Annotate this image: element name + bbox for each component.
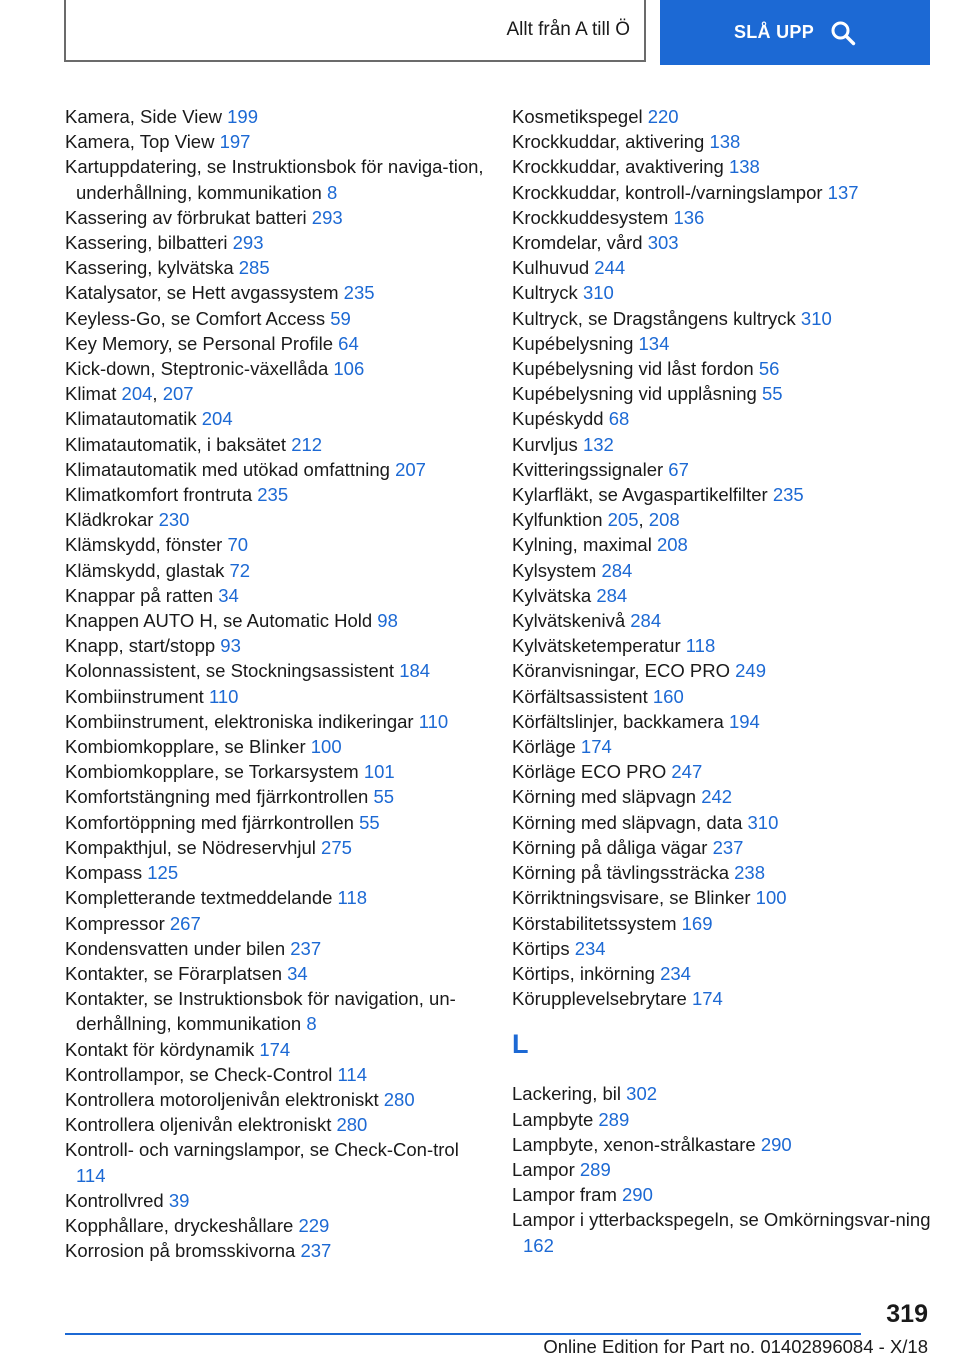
index-entry-text: Körning på tävlingssträcka: [512, 862, 729, 884]
index-entry-text: Kvitteringssignaler: [512, 458, 664, 480]
page-link[interactable]: 229: [298, 1214, 330, 1236]
index-entry: [65, 658, 485, 683]
index-entry: [65, 280, 485, 305]
index-entry: [512, 709, 932, 734]
index-entry: [512, 205, 932, 230]
page-link[interactable]: 230: [158, 509, 190, 531]
page-link[interactable]: 290: [622, 1184, 653, 1206]
tab-a-to-z[interactable]: [64, 0, 646, 62]
page-link[interactable]: 289: [579, 1158, 611, 1180]
page-link[interactable]: 72: [229, 559, 251, 581]
index-entry-text: Kompressor: [65, 912, 165, 934]
index-entry-text: Kopphållare, dryckeshållare: [65, 1214, 294, 1236]
page-link[interactable]: 249: [735, 660, 766, 682]
index-entry: [512, 356, 932, 381]
page-link[interactable]: 310: [800, 307, 832, 329]
index-entry: [512, 532, 932, 557]
index-entry: [65, 129, 485, 154]
index-entry: [512, 936, 932, 961]
index-entry-text: Kontakt för kördynamik: [65, 1038, 255, 1060]
index-entry-text: Kamera, Top View: [65, 131, 215, 153]
page-link[interactable]: 284: [596, 584, 628, 606]
index-entry-text: Körning med släpvagn: [512, 786, 697, 808]
index-entry-text: Köranvisningar, ECO PRO: [512, 660, 730, 682]
index-entry-text: Lampbyte, xenon-strålkastare: [512, 1133, 756, 1155]
page-link[interactable]: 242: [701, 786, 733, 808]
index-entry: [512, 784, 932, 809]
page-link[interactable]: 68: [608, 408, 630, 430]
index-entry-text: Kontakter, se Förarplatsen: [65, 962, 282, 984]
page-link[interactable]: 302: [626, 1083, 658, 1105]
index-entry-text: Lampor i ytterbackspegeln, se Omkörningsvar-ning: [512, 1209, 931, 1231]
index-entry: [512, 331, 932, 356]
index-entry: [65, 331, 485, 356]
index-column-right: [512, 104, 932, 1258]
index-entry: [512, 658, 932, 683]
page-link[interactable]: 204: [201, 408, 233, 430]
index-entry-text: Kylsystem: [512, 559, 597, 581]
index-entry-text: Kontrollera oljenivån elektroniskt: [65, 1114, 332, 1136]
index-entry: [512, 1182, 932, 1207]
section-letter: L: [512, 1029, 529, 1060]
index-entry: [65, 1137, 485, 1187]
page-link[interactable]: 162: [523, 1234, 554, 1256]
page-link[interactable]: 138: [728, 156, 760, 178]
index-entry-text: Kulhuvud: [512, 257, 590, 279]
index-entry-text: Knappar på ratten: [65, 584, 214, 606]
index-entry: [512, 860, 932, 885]
page-link[interactable]: 55: [373, 786, 395, 808]
index-entry-text: Körläge ECO PRO: [512, 761, 667, 783]
index-entry-text: Kassering, kylvätska: [65, 257, 234, 279]
index-entry-text: Kamera, Side View: [65, 106, 222, 127]
index-entry-text: Kontrollera motoroljenivån elektroniskt: [65, 1088, 379, 1110]
index-entry-text: Katalysator, se Hett avgassystem: [65, 282, 339, 304]
footer-divider: [65, 1333, 861, 1335]
index-entry: [512, 180, 932, 205]
page-link[interactable]: 280: [336, 1114, 368, 1136]
index-entry: [512, 255, 932, 280]
index-entry: [65, 734, 485, 759]
page-link[interactable]: 8: [306, 1013, 317, 1035]
page-link[interactable]: 237: [290, 937, 322, 959]
index-entry: [512, 633, 932, 658]
page-link[interactable]: 137: [827, 181, 859, 203]
index-entry-text: Krockkuddesystem: [512, 206, 669, 228]
index-entry: [512, 810, 932, 835]
top-navigation: [64, 0, 930, 65]
index-entry: [65, 810, 485, 835]
page-link[interactable]: 64: [338, 332, 359, 354]
page-link[interactable]: 169: [681, 912, 713, 934]
page-link[interactable]: 118: [337, 887, 368, 909]
index-entry-text: Kassering, bilbatteri: [65, 232, 228, 254]
index-entry: [65, 1213, 485, 1238]
page-link[interactable]: 106: [333, 358, 365, 380]
index-entry: [512, 230, 932, 255]
index-entry-text: Klimatautomatik: [65, 408, 197, 430]
page-link[interactable]: 56: [758, 358, 780, 380]
page-link[interactable]: 205: [607, 509, 639, 531]
index-entry: [65, 104, 485, 129]
index-entry-text: Klimat: [65, 383, 117, 405]
index-entry: [65, 633, 485, 658]
index-entry: [512, 482, 932, 507]
index-entry-text: Klimatkomfort frontruta: [65, 484, 253, 506]
search-tab[interactable]: [660, 0, 930, 65]
index-entry-text: Kontrollampor, se Check-Control: [65, 1063, 333, 1085]
page-link[interactable]: 208: [648, 509, 680, 531]
index-entry: [65, 255, 485, 280]
index-entry-text: Körtips: [512, 937, 570, 959]
index-entry: [65, 532, 485, 557]
page-link[interactable]: 267: [169, 912, 201, 934]
page-number: 319: [886, 1300, 928, 1328]
index-entry-text: Kylvätsketemperatur: [512, 635, 681, 657]
page-link[interactable]: 132: [582, 433, 614, 455]
index-entry: [512, 129, 932, 154]
page-link[interactable]: 8: [326, 181, 338, 203]
page-link[interactable]: 289: [598, 1108, 630, 1130]
page-link[interactable]: 207: [395, 458, 426, 480]
index-entry: [65, 784, 485, 809]
index-entry: [65, 406, 485, 431]
page-link[interactable]: 212: [291, 433, 323, 455]
index-entry: [65, 835, 485, 860]
index-entry: [65, 709, 485, 734]
index-entry: [65, 507, 485, 532]
page-link[interactable]: 101: [363, 761, 395, 783]
index-entry-text: Kombiinstrument, elektroniska indikeringar: [65, 710, 414, 732]
page-link[interactable]: 98: [377, 610, 398, 632]
index-entry: [65, 482, 485, 507]
page-link[interactable]: 208: [656, 534, 688, 556]
index-entry: [65, 1087, 485, 1112]
index-entry-text: Körfältslinjer, backkamera: [512, 710, 724, 732]
index-entry-text: Kombiomkopplare, se Blinker: [65, 736, 306, 758]
index-entry: [512, 558, 932, 583]
index-entry-text: Klimatautomatik med utökad omfattning: [65, 458, 390, 480]
index-entry: [65, 911, 485, 936]
page-link[interactable]: 114: [76, 1164, 106, 1186]
index-entry-text: Korrosion på bromsskivorna: [65, 1240, 296, 1262]
page-link[interactable]: 197: [219, 131, 251, 153]
page-link[interactable]: 55: [359, 811, 380, 833]
index-entry: [65, 684, 485, 709]
page-link[interactable]: 244: [594, 257, 626, 279]
index-entry-text: Knappen AUTO H, se Automatic Hold: [65, 610, 373, 632]
page-link[interactable]: 55: [761, 383, 783, 405]
index-entry-text: Kylarfläkt, se Avgaspartikelfilter: [512, 484, 768, 506]
index-entry: [512, 835, 932, 860]
index-entry-text: Kosmetikspegel: [512, 106, 643, 127]
index-entry: [512, 583, 932, 608]
index-entry: [65, 457, 485, 482]
index-entry: [512, 1207, 932, 1257]
index-entry-text: Körriktningsvisare, se Blinker: [512, 887, 751, 909]
index-entry-text: Klimatautomatik, i baksätet: [65, 433, 287, 455]
index-entry-text: Körupplevelsebrytare: [512, 988, 687, 1010]
index-entry: [65, 608, 485, 633]
page-link[interactable]: 284: [630, 610, 662, 632]
index-entry: [65, 306, 485, 331]
index-entry: [65, 936, 485, 961]
index-entry: [65, 1062, 485, 1087]
page-link[interactable]: 110: [418, 710, 449, 732]
page-link[interactable]: 234: [660, 962, 691, 984]
index-entry-text: Körfältsassistent: [512, 685, 648, 707]
index-entry-text: Kultryck, se Dragstångens kultryck: [512, 307, 796, 329]
index-entry-text: Komfortstängning med fjärrkontrollen: [65, 786, 369, 808]
index-entry: [65, 1188, 485, 1213]
index-entry: [65, 205, 485, 230]
page-link[interactable]: 234: [574, 937, 606, 959]
index-entry: [512, 608, 932, 633]
index-entry: [512, 885, 932, 910]
page-link[interactable]: 39: [168, 1189, 190, 1211]
page-link[interactable]: 194: [728, 710, 760, 732]
page-link[interactable]: 110: [208, 685, 239, 707]
index-entry-text: Kultryck: [512, 282, 578, 304]
tab-a-to-z-label: Allt från A till Ö: [506, 19, 630, 40]
index-entry: [65, 583, 485, 608]
index-entry: [65, 230, 485, 255]
index-entry: [65, 356, 485, 381]
index-entry: [512, 759, 932, 784]
index-entry-text: Kupébelysning vid upplåsning: [512, 383, 757, 405]
index-entry-text: Krockkuddar, avaktivering: [512, 156, 724, 178]
index-entry-text: Kompass: [65, 862, 143, 884]
index-entry-text: Kompakthjul, se Nödreservhjul: [65, 836, 316, 858]
index-entry-text: Kylvätska: [512, 584, 592, 606]
page-link[interactable]: 285: [238, 257, 270, 279]
index-entry-text: Kondensvatten under bilen: [65, 937, 286, 959]
index-entry: [512, 911, 932, 936]
index-entry-text: Kontroll- och varningslampor, se Check-Con-trol: [65, 1139, 459, 1161]
index-entry-text: Knapp, start/stopp: [65, 635, 216, 657]
page-link[interactable]: 310: [582, 282, 614, 304]
index-entry: [512, 154, 932, 179]
index-entry-text: Lampbyte: [512, 1108, 594, 1130]
index-entry-text: Krockkuddar, aktivering: [512, 131, 705, 153]
index-entry-text: Klämskydd, fönster: [65, 534, 223, 556]
index-entry: [65, 1238, 485, 1263]
page-link[interactable]: 290: [760, 1133, 792, 1155]
page-link[interactable]: 293: [311, 206, 343, 228]
index-entry-text: Lampor fram: [512, 1184, 617, 1206]
page-link[interactable]: 199: [227, 106, 259, 127]
page-link[interactable]: 138: [709, 131, 741, 153]
index-entry-text: Krockkuddar, kontroll-/varningslampor: [512, 181, 823, 203]
search-icon: [830, 20, 856, 46]
index-entry-text: Kupébelysning: [512, 332, 634, 354]
index-entry: [512, 1132, 932, 1157]
index-entry-text: Klädkrokar: [65, 509, 154, 531]
index-entry: [512, 306, 932, 331]
index-entry: [512, 684, 932, 709]
page-link[interactable]: 174: [259, 1038, 291, 1060]
page-link[interactable]: 174: [691, 988, 723, 1010]
index-entry: [65, 759, 485, 784]
index-entry-text: Kromdelar, vård: [512, 232, 643, 254]
page-link[interactable]: 275: [321, 836, 352, 858]
index-entry-text: Kupébelysning vid låst fordon: [512, 358, 754, 380]
page-link[interactable]: 125: [147, 862, 179, 884]
index-entry: [65, 885, 485, 910]
index-entry-text: Körtips, inkörning: [512, 962, 655, 984]
index-entry-text: Kurvljus: [512, 433, 578, 455]
index-entry: [65, 986, 485, 1036]
page-link[interactable]: 280: [383, 1088, 415, 1110]
index-entry-text: Kick-down, Steptronic-växellåda: [65, 358, 329, 380]
page-link[interactable]: 247: [671, 761, 703, 783]
index-entry: [512, 1081, 932, 1106]
index-entry: [65, 1112, 485, 1137]
index-entry: [512, 986, 932, 1011]
index-entry: [512, 457, 932, 482]
index-entry: [65, 432, 485, 457]
page-separator: ,: [638, 509, 649, 531]
page-link[interactable]: 238: [734, 862, 765, 884]
index-entry: [512, 381, 932, 406]
page-link[interactable]: 100: [755, 887, 787, 909]
page-link[interactable]: 70: [227, 534, 249, 556]
index-entry-text: Keyless-Go, se Comfort Access: [65, 307, 326, 329]
index-entry: [512, 432, 932, 457]
page-link[interactable]: 100: [310, 736, 342, 758]
page-link[interactable]: 34: [287, 962, 308, 984]
index-entry-text: Körning på dåliga vägar: [512, 836, 708, 858]
index-entry: [512, 1107, 932, 1132]
page-link[interactable]: 237: [712, 836, 744, 858]
page-link[interactable]: 220: [647, 106, 679, 127]
index-entry-text: Lackering, bil: [512, 1083, 622, 1105]
page-link[interactable]: 160: [652, 685, 684, 707]
index-entry: [65, 558, 485, 583]
index-entry: [512, 961, 932, 986]
index-entry-text: Kompletterande textmeddelande: [65, 887, 333, 909]
index-entry: [65, 1037, 485, 1062]
page-link[interactable]: 34: [218, 584, 239, 606]
index-entry-text: Kylvätskenivå: [512, 610, 626, 632]
index-entry-text: Kontrollvred: [65, 1189, 164, 1211]
index-entry-text: Kartuppdatering, se Instruktionsbok för naviga-tion, underhållning, kommunikation: [65, 156, 484, 203]
page-link[interactable]: 204: [121, 383, 153, 405]
page-link[interactable]: 136: [673, 206, 705, 228]
search-tab-label: SLÅ UPP: [733, 22, 815, 42]
footer-edition: Online Edition for Part no. 01402896084 - X/18: [543, 1336, 928, 1357]
index-entry-text: Kylning, maximal: [512, 534, 652, 556]
page-link[interactable]: 174: [580, 736, 612, 758]
index-entry-text: Kylfunktion: [512, 509, 603, 531]
index-entry-text: Körning med släpvagn, data: [512, 811, 743, 833]
page-link[interactable]: 310: [747, 811, 779, 833]
page-link[interactable]: 59: [330, 307, 351, 329]
index-entry-text: Kolonnassistent, se Stockningsassistent: [65, 660, 395, 682]
index-entry: [65, 154, 485, 204]
index-entry-text: Lampor: [512, 1158, 575, 1180]
page-link[interactable]: 134: [638, 332, 670, 354]
index-entry-text: Kombiomkopplare, se Torkarsystem: [65, 761, 359, 783]
index-entry-text: Körstabilitetssystem: [512, 912, 677, 934]
index-entry-text: Klämskydd, glastak: [65, 559, 225, 581]
page-link[interactable]: 207: [162, 383, 194, 405]
index-entry: [512, 280, 932, 305]
index-entry: [512, 1157, 932, 1182]
page-link[interactable]: 114: [337, 1063, 367, 1085]
index-entry: [65, 381, 485, 406]
page-link[interactable]: 237: [300, 1240, 332, 1262]
index-entry: [512, 104, 932, 129]
index-entry-text: Komfortöppning med fjärrkontrollen: [65, 811, 354, 833]
page-link[interactable]: 184: [399, 660, 431, 682]
index-entry: [512, 734, 932, 759]
index-entry-text: Key Memory, se Personal Profile: [65, 332, 334, 354]
page-link[interactable]: 284: [601, 559, 633, 581]
index-entry: [65, 961, 485, 986]
index-column-left: [65, 104, 485, 1263]
page-link[interactable]: 235: [772, 484, 804, 506]
index-entry: [512, 507, 932, 532]
index-entry-text: Körläge: [512, 736, 576, 758]
page-separator: ,: [152, 383, 163, 405]
index-entry-text: Kassering av förbrukat batteri: [65, 206, 307, 228]
page-link[interactable]: 93: [220, 635, 241, 657]
index-entry: [512, 406, 932, 431]
index-entry-text: Kupéskydd: [512, 408, 604, 430]
page-link[interactable]: 67: [668, 458, 689, 480]
page-link[interactable]: 235: [257, 484, 289, 506]
page-link[interactable]: 293: [232, 232, 264, 254]
page-link[interactable]: 118: [685, 635, 716, 657]
page-link[interactable]: 235: [343, 282, 375, 304]
page-link[interactable]: 303: [647, 232, 679, 254]
index-entry: [65, 860, 485, 885]
index-entry-text: Kombiinstrument: [65, 685, 204, 707]
index-entry-text: Kontakter, se Instruktionsbok för navigation, un-derhållning, kommunikation: [65, 988, 456, 1035]
